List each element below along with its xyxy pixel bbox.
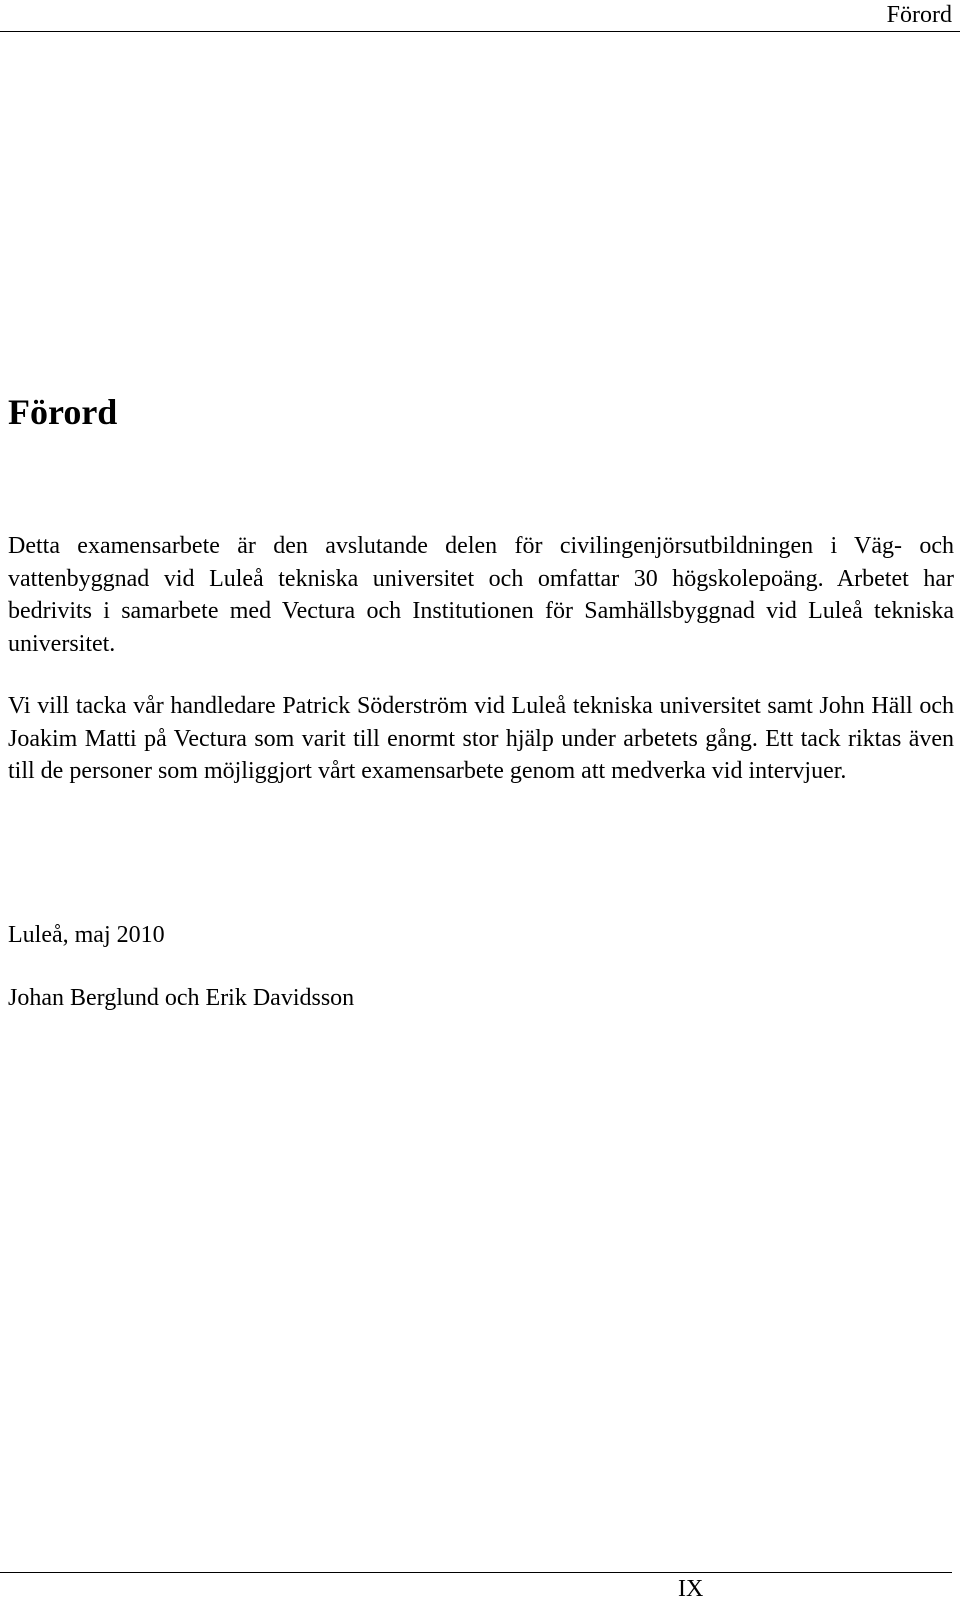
place-date: Luleå, maj 2010 xyxy=(8,922,165,948)
paragraph-acknowledgements: Vi vill tacka vår handledare Patrick Söderström vid Luleå tekniska universitet samt John Häll och Joakim Matti på Vectura som varit till enormt stor hjälp under arbetets gång. Ett tack riktas även till de personer som möjliggjort vårt examensarbete genom att medverka vid intervjuer. xyxy=(8,693,954,784)
chapter-title: Förord xyxy=(8,392,118,432)
running-header-title: Förord xyxy=(886,2,952,28)
running-header xyxy=(0,0,960,32)
page-number: IX xyxy=(678,1576,704,1602)
paragraph-intro: Detta examensarbete är den avslutande delen för civilingenjörsutbildningen i Väg- och vattenbyggnad vid Luleå tekniska universitet och omfattar 30 högskolepoäng. Arbetet har bedrivits i samarbete med Vectura och Institutionen för Samhällsbyggnad vid Luleå tekniska universitet. xyxy=(8,533,954,657)
footer-rule xyxy=(0,1572,952,1573)
authors: Johan Berglund och Erik Davidsson xyxy=(8,985,355,1011)
